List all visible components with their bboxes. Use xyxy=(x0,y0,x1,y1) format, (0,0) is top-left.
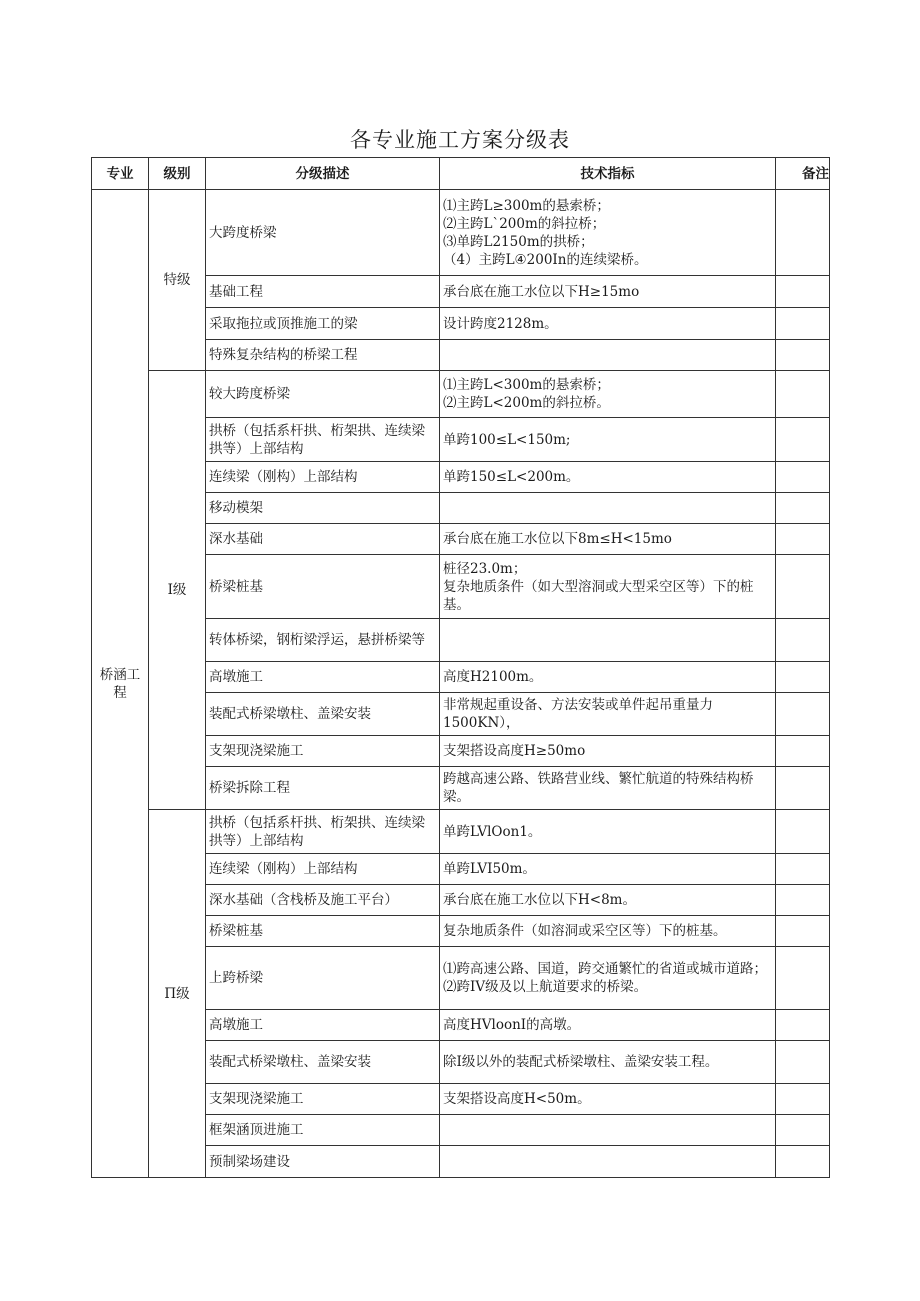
indicator-cell xyxy=(440,340,776,371)
indicator-line: ⑵主跨L<200m的斜拉桥。 xyxy=(443,395,610,411)
table-row xyxy=(92,371,830,418)
description-cell: 拱桥（包括系杆拱、桁架拱、连续梁拱等）上部结构 xyxy=(206,418,440,462)
level-cell: 特级 xyxy=(149,190,206,371)
indicator-cell xyxy=(440,1115,776,1146)
remark-cell xyxy=(776,885,830,916)
description-cell: 高墩施工 xyxy=(206,1010,440,1041)
description-cell: 装配式桥梁墩柱、盖梁安装 xyxy=(206,693,440,736)
remark-cell xyxy=(776,371,830,418)
description-cell: 预制梁场建设 xyxy=(206,1146,440,1178)
description-cell: 基础工程 xyxy=(206,276,440,308)
indicator-cell xyxy=(440,1146,776,1178)
indicator-cell xyxy=(440,418,776,462)
header-remark: 备注 xyxy=(776,158,830,190)
description-cell: 框架涵顶进施工 xyxy=(206,1115,440,1146)
remark-cell xyxy=(776,276,830,308)
indicator-line: ⑶单跨L2150m的拱桥； xyxy=(443,233,594,250)
grading-table xyxy=(91,157,830,1178)
indicator-line: 支架搭设高度H<50m。 xyxy=(443,1091,591,1107)
description-cell: 连续梁（刚构）上部结构 xyxy=(206,462,440,493)
indicator-cell xyxy=(440,493,776,524)
indicator-cell xyxy=(440,1010,776,1041)
description-cell: 桥梁拆除工程 xyxy=(206,767,440,810)
indicator-line: 桩径23.0m； xyxy=(443,560,527,577)
indicator-line: 除I级以外的装配式桥梁墩柱、盖梁安装工程。 xyxy=(443,1054,719,1070)
indicator-cell xyxy=(440,767,776,810)
indicator-cell xyxy=(440,524,776,555)
remark-cell xyxy=(776,524,830,555)
indicator-line: 单跨LVlOon1。 xyxy=(443,823,542,840)
remark-cell xyxy=(776,418,830,462)
header-level: 级别 xyxy=(149,158,206,190)
indicator-line: 非常规起重设备、方法安装或单件起吊重量力1500KN）， xyxy=(443,697,713,731)
remark-cell xyxy=(776,1041,830,1084)
description-cell: 上跨桥梁 xyxy=(206,947,440,1010)
remark-cell xyxy=(776,916,830,947)
indicator-line: 承台底在施工水位以下8m≤H<15mo xyxy=(443,531,672,547)
indicator-line: 单跨LVI50m。 xyxy=(443,861,536,877)
remark-cell xyxy=(776,493,830,524)
description-cell: 移动模架 xyxy=(206,493,440,524)
description-cell: 深水基础（含栈桥及施工平台） xyxy=(206,885,440,916)
description-cell: 支架现浇梁施工 xyxy=(206,1084,440,1115)
indicator-line: 承台底在施工水位以下H<8m。 xyxy=(443,892,636,908)
indicator-cell xyxy=(440,916,776,947)
indicator-cell xyxy=(440,555,776,619)
description-cell: 深水基础 xyxy=(206,524,440,555)
description-cell: 连续梁（刚构）上部结构 xyxy=(206,854,440,885)
indicator-cell xyxy=(440,276,776,308)
indicator-cell xyxy=(440,662,776,693)
remark-cell xyxy=(776,340,830,371)
indicator-line: 支架搭设高度H≥50mo xyxy=(443,743,586,759)
indicator-line: 高度HVloonI的高墩。 xyxy=(443,1017,581,1033)
remark-cell xyxy=(776,190,830,276)
remark-cell xyxy=(776,1084,830,1115)
description-cell: 采取拖拉或顶推施工的梁 xyxy=(206,308,440,340)
indicator-cell xyxy=(440,810,776,854)
remark-cell xyxy=(776,555,830,619)
indicator-line: 复杂地质条件（如大型溶洞或大型采空区等）下的桩基。 xyxy=(443,578,754,613)
remark-cell xyxy=(776,810,830,854)
indicator-cell xyxy=(440,885,776,916)
remark-cell xyxy=(776,947,830,1010)
remark-cell xyxy=(776,662,830,693)
indicator-line: 复杂地质条件（如溶洞或采空区等）下的桩基。 xyxy=(443,923,727,939)
remark-cell xyxy=(776,1010,830,1041)
page-title: 各专业施工方案分级表 xyxy=(350,128,570,152)
indicator-cell xyxy=(440,947,776,1010)
indicator-cell xyxy=(440,1084,776,1115)
indicator-line: ⑴主跨L≥300m的悬索桥； xyxy=(443,197,610,214)
remark-cell xyxy=(776,693,830,736)
level-cell: Π级 xyxy=(149,810,206,1178)
description-cell: 拱桥（包括系杆拱、桁架拱、连续梁拱等）上部结构 xyxy=(206,810,440,854)
remark-cell xyxy=(776,619,830,662)
remark-cell xyxy=(776,736,830,767)
description-cell: 特殊复杂结构的桥梁工程 xyxy=(206,340,440,371)
indicator-line: 单跨100≤L<150m; xyxy=(443,431,571,448)
indicator-line: 设计跨度2128m。 xyxy=(443,315,558,332)
level-cell: I级 xyxy=(149,371,206,810)
indicator-line: ⑴主跨L<300m的悬索桥； xyxy=(443,377,610,393)
table-body xyxy=(92,190,830,1178)
indicator-cell xyxy=(440,190,776,276)
indicator-line: ⑵跨IV级及以上航道要求的桥梁。 xyxy=(443,979,648,995)
description-cell: 支架现浇梁施工 xyxy=(206,736,440,767)
remark-cell xyxy=(776,1146,830,1178)
indicator-cell xyxy=(440,619,776,662)
header-specialty: 专业 xyxy=(92,158,149,190)
indicator-cell xyxy=(440,854,776,885)
description-cell: 装配式桥梁墩柱、盖梁安装 xyxy=(206,1041,440,1084)
indicator-cell xyxy=(440,308,776,340)
description-cell: 较大跨度桥梁 xyxy=(206,371,440,418)
indicator-cell xyxy=(440,371,776,418)
table-row xyxy=(92,810,830,854)
description-cell: 转体桥梁，钢桁梁浮运，悬拼桥梁等 xyxy=(206,619,440,662)
remark-cell xyxy=(776,1115,830,1146)
table-row xyxy=(92,190,830,276)
header-indicator: 技术指标 xyxy=(440,158,776,190)
indicator-cell xyxy=(440,693,776,736)
indicator-line: 高度H2100m。 xyxy=(443,669,543,685)
indicator-cell xyxy=(440,736,776,767)
indicator-line: （4）主跨L④200In的连续梁桥。 xyxy=(443,251,648,268)
remark-cell xyxy=(776,854,830,885)
remark-cell xyxy=(776,308,830,340)
indicator-cell xyxy=(440,462,776,493)
header-description: 分级描述 xyxy=(206,158,440,190)
remark-cell xyxy=(776,767,830,810)
indicator-line: 承台底在施工水位以下H≥15mo xyxy=(443,283,640,300)
remark-cell xyxy=(776,462,830,493)
description-cell: 桥梁桩基 xyxy=(206,555,440,619)
description-cell: 高墩施工 xyxy=(206,662,440,693)
description-cell: 大跨度桥梁 xyxy=(206,190,440,276)
indicator-cell xyxy=(440,1041,776,1084)
description-cell: 桥梁桩基 xyxy=(206,916,440,947)
specialty-cell: 桥涵工程 xyxy=(92,190,149,1178)
header-row xyxy=(92,158,830,190)
indicator-line: ⑴跨高速公路、国道，跨交通繁忙的省道或城市道路； xyxy=(443,961,767,977)
indicator-line: 跨越高速公路、铁路营业线、繁忙航道的特殊结构桥梁。 xyxy=(443,771,754,805)
indicator-line: 单跨150≤L<200m。 xyxy=(443,469,580,485)
indicator-line: ⑵主跨L`200m的斜拉桥； xyxy=(443,215,606,232)
